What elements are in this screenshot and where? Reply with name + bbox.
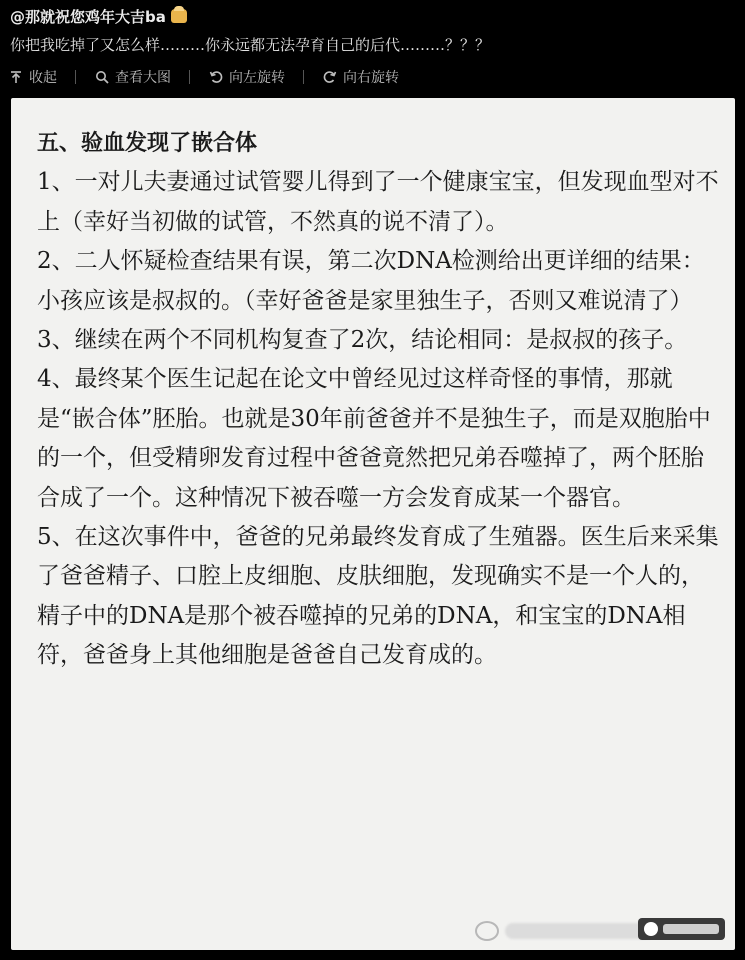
article-heading: 五、验血发现了嵌合体 bbox=[37, 131, 258, 156]
view-large-button[interactable] bbox=[94, 67, 171, 87]
comment-header bbox=[0, 0, 745, 96]
rotate-right-label: 向右旋转 bbox=[343, 70, 399, 86]
article-paragraph: 3、继续在两个不同机构复查了2次，结论相同：是叔叔的孩子。 bbox=[37, 327, 688, 354]
weibo-logo-icon bbox=[475, 921, 499, 941]
rotate-right-button[interactable] bbox=[322, 67, 399, 87]
rotate-left-label: 向左旋转 bbox=[229, 70, 285, 86]
rotate-left-icon bbox=[208, 69, 224, 85]
reply-mention-text: @那就祝您鸡年大吉ba bbox=[10, 7, 166, 26]
article-body bbox=[37, 124, 719, 676]
rotate-right-icon bbox=[322, 69, 338, 85]
source-badge bbox=[638, 918, 725, 940]
magnifier-icon bbox=[94, 69, 110, 85]
rotate-left-button[interactable] bbox=[208, 67, 285, 87]
article-paragraph: 2、二人怀疑检查结果有误，第二次DNA检测给出更详细的结果：小孩应该是叔叔的。（幸好爸爸是家里独生子，否则又难说清了） bbox=[37, 248, 705, 314]
image-toolbar bbox=[8, 64, 417, 90]
toolbar-divider bbox=[303, 70, 304, 84]
comment-text: 你把我吃掉了又怎么样………你永远都无法孕育自己的后代………？？？ bbox=[10, 36, 491, 54]
article-paragraph: 5、在这次事件中，爸爸的兄弟最终发育成了生殖器。医生后来采集了爸爸精子、口腔上皮细胞、皮肤细胞，发现确实不是一个人的，精子中的DNA是那个被吞噬掉的兄弟的DNA，和宝宝的DNA相符，爸爸身上其他细胞是爸爸自己发育成的。 bbox=[37, 524, 719, 669]
toolbar-divider bbox=[189, 70, 190, 84]
toolbar-divider bbox=[75, 70, 76, 84]
article-paragraph: 1、一对儿夫妻通过试管婴儿得到了一个健康宝宝，但发现血型对不上（幸好当初做的试管，不然真的说不清了）。 bbox=[37, 169, 719, 235]
badge-logo-icon bbox=[644, 922, 658, 936]
view-large-label: 查看大图 bbox=[115, 70, 171, 86]
collapse-label: 收起 bbox=[29, 70, 57, 86]
collapse-button[interactable] bbox=[8, 67, 57, 87]
article-image[interactable] bbox=[11, 98, 735, 950]
reply-mention[interactable] bbox=[10, 4, 187, 28]
watermark bbox=[475, 918, 655, 944]
watermark-blurred-text bbox=[505, 923, 655, 939]
badge-blurred-text bbox=[663, 924, 719, 934]
collapse-up-icon bbox=[8, 69, 24, 85]
article-paragraph: 4、最终某个医生记起在论文中曾经见过这样奇怪的事情，那就是“嵌合体”胚胎。也就是30年前爸爸并不是独生子，而是双胞胎中的一个，但受精卵发育过程中爸爸竟然把兄弟吞噬掉了，两个胚胎合成了一个。这种情况下被吞噬一方会发育成某一个器官。 bbox=[37, 366, 711, 511]
toast-emoji-icon bbox=[171, 9, 187, 23]
